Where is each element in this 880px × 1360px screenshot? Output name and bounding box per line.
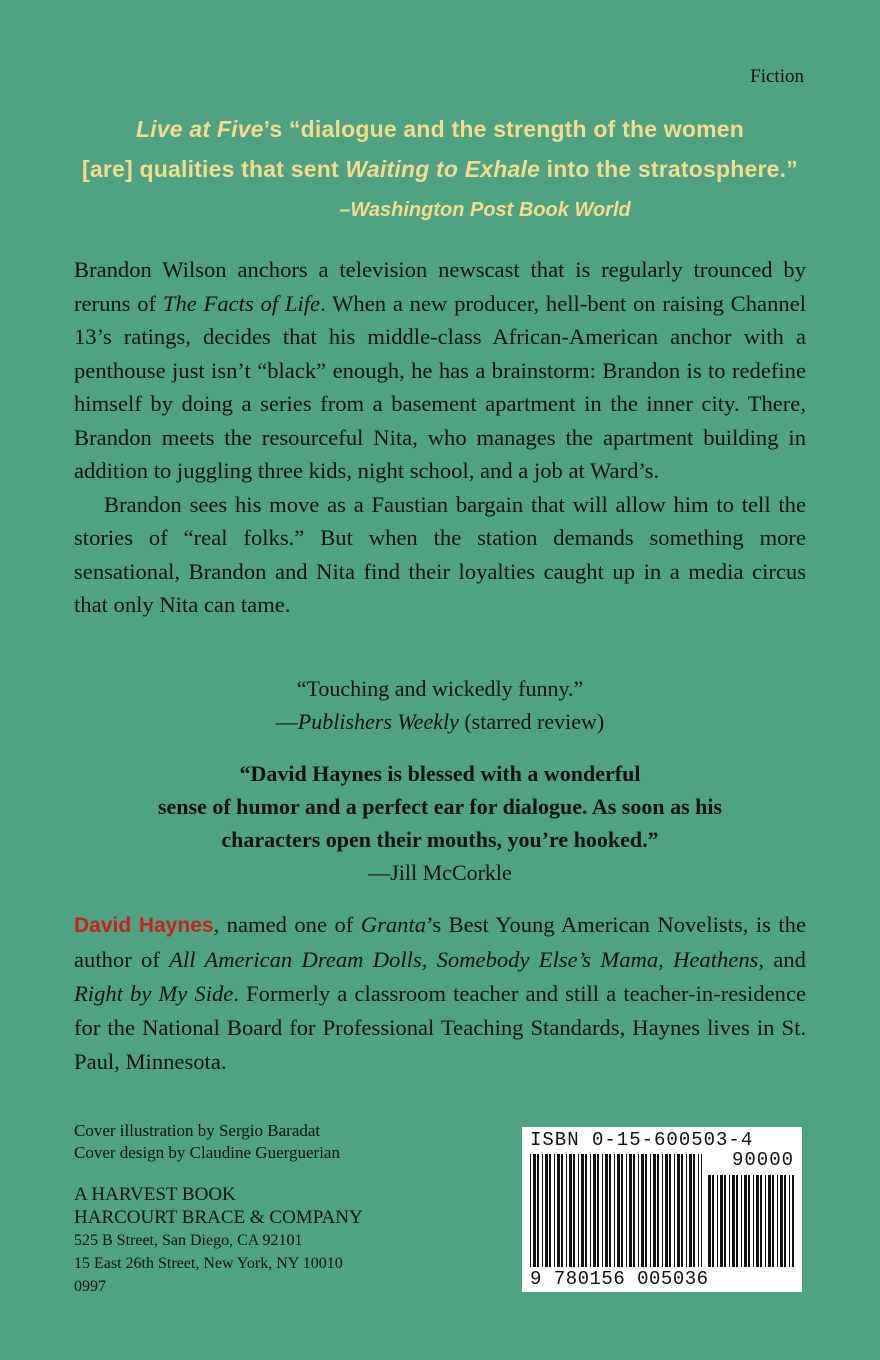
barcode-bar <box>545 1154 548 1267</box>
barcode-bar <box>777 1175 778 1267</box>
barcode-bar <box>753 1175 754 1267</box>
author-bio <box>74 908 806 1079</box>
top-blurb-quote <box>0 109 880 189</box>
blurb-text-3: into the stratosphere.” <box>540 156 798 182</box>
bio-magazine: Granta <box>360 912 427 937</box>
bio-text: and <box>764 947 806 972</box>
barcode-bar <box>597 1154 599 1267</box>
price-code: 90000 <box>731 1149 794 1171</box>
barcode-bar <box>626 1154 627 1267</box>
barcode-bar <box>662 1154 663 1267</box>
barcode-bar <box>542 1154 543 1267</box>
barcode-bar <box>689 1154 692 1267</box>
imprint: A HARVEST BOOK <box>74 1184 236 1205</box>
barcode-bar <box>585 1154 587 1267</box>
description-paragraph-2: Brandon sees his move as a Faustian bargain that will allow him to tell the stories of “real folks.” But when the station demands something more sensational, Brandon and Nita find their loyalties caught up in a media circus that only Nita can tame. <box>74 491 806 617</box>
review-line: sense of humor and a perfect ear for dialogue. As soon as his <box>157 794 723 819</box>
book-description <box>74 253 806 622</box>
barcode-bar <box>674 1154 675 1267</box>
barcode-bar <box>573 1154 575 1267</box>
barcode-bar <box>554 1154 555 1267</box>
barcode-bar <box>602 1154 603 1267</box>
bio-book-title: Right by My Side <box>74 981 234 1006</box>
publisher-info <box>74 1183 363 1298</box>
description-text: . When a new producer, hell-bent on raising Channel 13’s ratings, decides that his middle-class African-American anchor with a penthouse just isn’t “black” enough, he has a brainstorm: Brandon is to redefine himself by doing a series from a basement apartment in the inner city. There, Brandon meets the resourceful Nita, who manages the apartment building in addition to juggling three kids, night school, and a job at Ward’s. <box>74 290 806 483</box>
barcode-bar <box>653 1154 656 1267</box>
bio-book-titles: All American Dream Dolls, Somebody Else’s Mama, Heathens, <box>169 947 765 972</box>
barcode-bar <box>645 1154 647 1267</box>
barcode-bar <box>768 1175 771 1267</box>
blurb-text-1: ’s “dialogue and the strength of the women <box>263 116 745 142</box>
barcode-bar <box>530 1154 531 1267</box>
bio-text: ’s Best Young American Novelists, is the author of <box>74 912 806 972</box>
barcode-bar <box>708 1175 711 1267</box>
publisher-name: HARCOURT BRACE & COMPANY <box>74 1207 363 1228</box>
barcode-bar <box>772 1175 774 1267</box>
barcode-bar <box>693 1154 695 1267</box>
bio-text: . Formerly a classroom teacher and still a teacher-in-residence for the National Board for Professional Teaching Standards, Haynes lives in St. Paul, Minnesota. <box>74 981 806 1074</box>
barcode-bar <box>784 1175 786 1267</box>
barcode-bar <box>593 1154 596 1267</box>
barcode-bar <box>641 1154 644 1267</box>
review-line: characters open their mouths, you’re hooked.” <box>221 827 659 852</box>
review-source: Publishers Weekly <box>297 709 459 734</box>
barcode-bar <box>657 1154 659 1267</box>
barcode-bar <box>756 1175 759 1267</box>
genre-label: Fiction <box>750 66 804 87</box>
cover-credits <box>74 1120 340 1164</box>
review-note: (starred review) <box>458 709 605 734</box>
ean-digits: 9 780156 005036 <box>530 1268 709 1290</box>
barcode-bar <box>617 1154 620 1267</box>
illustration-credit: Cover illustration by Sergio Baradat <box>74 1121 321 1140</box>
isbn-text: ISBN 0-15-600503-4 <box>530 1129 754 1151</box>
barcode-bar <box>792 1175 794 1267</box>
barcode-bar <box>732 1175 735 1267</box>
barcode-bar <box>629 1154 632 1267</box>
address-line: 525 B Street, San Diego, CA 92101 <box>74 1232 303 1249</box>
barcode-bar <box>537 1154 539 1267</box>
blurb-book-title: Live at Five <box>135 116 264 142</box>
barcode-bar <box>741 1175 742 1267</box>
barcode-bar <box>566 1154 567 1267</box>
barcode-bar <box>569 1154 572 1267</box>
barcode-bar <box>533 1154 536 1267</box>
barcode-bar <box>736 1175 738 1267</box>
barcode-bar <box>760 1175 762 1267</box>
barcode-bar <box>549 1154 551 1267</box>
barcode-bar <box>698 1154 699 1267</box>
barcode-bar <box>729 1175 730 1267</box>
barcode-bar <box>701 1154 702 1267</box>
review-attribution: —Jill McCorkle <box>368 860 512 885</box>
barcode-bar <box>605 1154 608 1267</box>
description-paragraph-1 <box>74 253 806 488</box>
barcode-bar <box>717 1175 718 1267</box>
barcode-bar <box>650 1154 651 1267</box>
top-blurb-source: –Washington Post Book World <box>339 199 631 221</box>
barcode-bar <box>557 1154 560 1267</box>
description-text: Brandon Wilson anchors a television newscast that is regularly trounced by reruns of <box>74 257 806 316</box>
publisher-code: 0997 <box>74 1278 106 1295</box>
barcode-bar <box>712 1175 714 1267</box>
dash: — <box>275 709 298 734</box>
review-quote: “Touching and wickedly funny.” <box>296 676 584 701</box>
barcode-bar <box>665 1154 668 1267</box>
blurb-text-2: [are] qualities that sent <box>82 156 346 182</box>
design-credit: Cover design by Claudine Guerguerian <box>74 1143 340 1162</box>
barcode-bar <box>614 1154 615 1267</box>
review-publishers-weekly <box>0 672 880 738</box>
barcode-label <box>522 1127 802 1292</box>
barcode-bar <box>765 1175 766 1267</box>
barcode-bar <box>621 1154 623 1267</box>
barcode-bar <box>669 1154 671 1267</box>
barcode-bar <box>590 1154 591 1267</box>
barcode-bar <box>748 1175 750 1267</box>
barcode-bar <box>681 1154 683 1267</box>
barcode-bar <box>720 1175 723 1267</box>
review-line: “David Haynes is blessed with a wonderful <box>239 761 641 786</box>
blurb-comparison-title: Waiting to Exhale <box>345 156 541 182</box>
barcode-bar <box>686 1154 687 1267</box>
review-jill-mccorkle <box>0 757 880 889</box>
barcode-bar <box>638 1154 639 1267</box>
barcode-bar <box>724 1175 726 1267</box>
description-show-title: The Facts of Life <box>162 290 321 316</box>
barcode-bar <box>581 1154 584 1267</box>
bio-text: , named one of <box>213 912 361 937</box>
review-attribution <box>0 705 880 738</box>
barcode-bar <box>677 1154 680 1267</box>
barcode-bar <box>744 1175 747 1267</box>
address-line: 15 East 26th Street, New York, NY 10010 <box>74 1255 343 1272</box>
barcode-bar <box>789 1175 790 1267</box>
barcode-bar <box>633 1154 635 1267</box>
barcode-bar <box>780 1175 783 1267</box>
barcode-bar <box>578 1154 579 1267</box>
barcode-bar <box>609 1154 611 1267</box>
author-name: David Haynes <box>74 914 214 937</box>
barcode-bar <box>561 1154 563 1267</box>
